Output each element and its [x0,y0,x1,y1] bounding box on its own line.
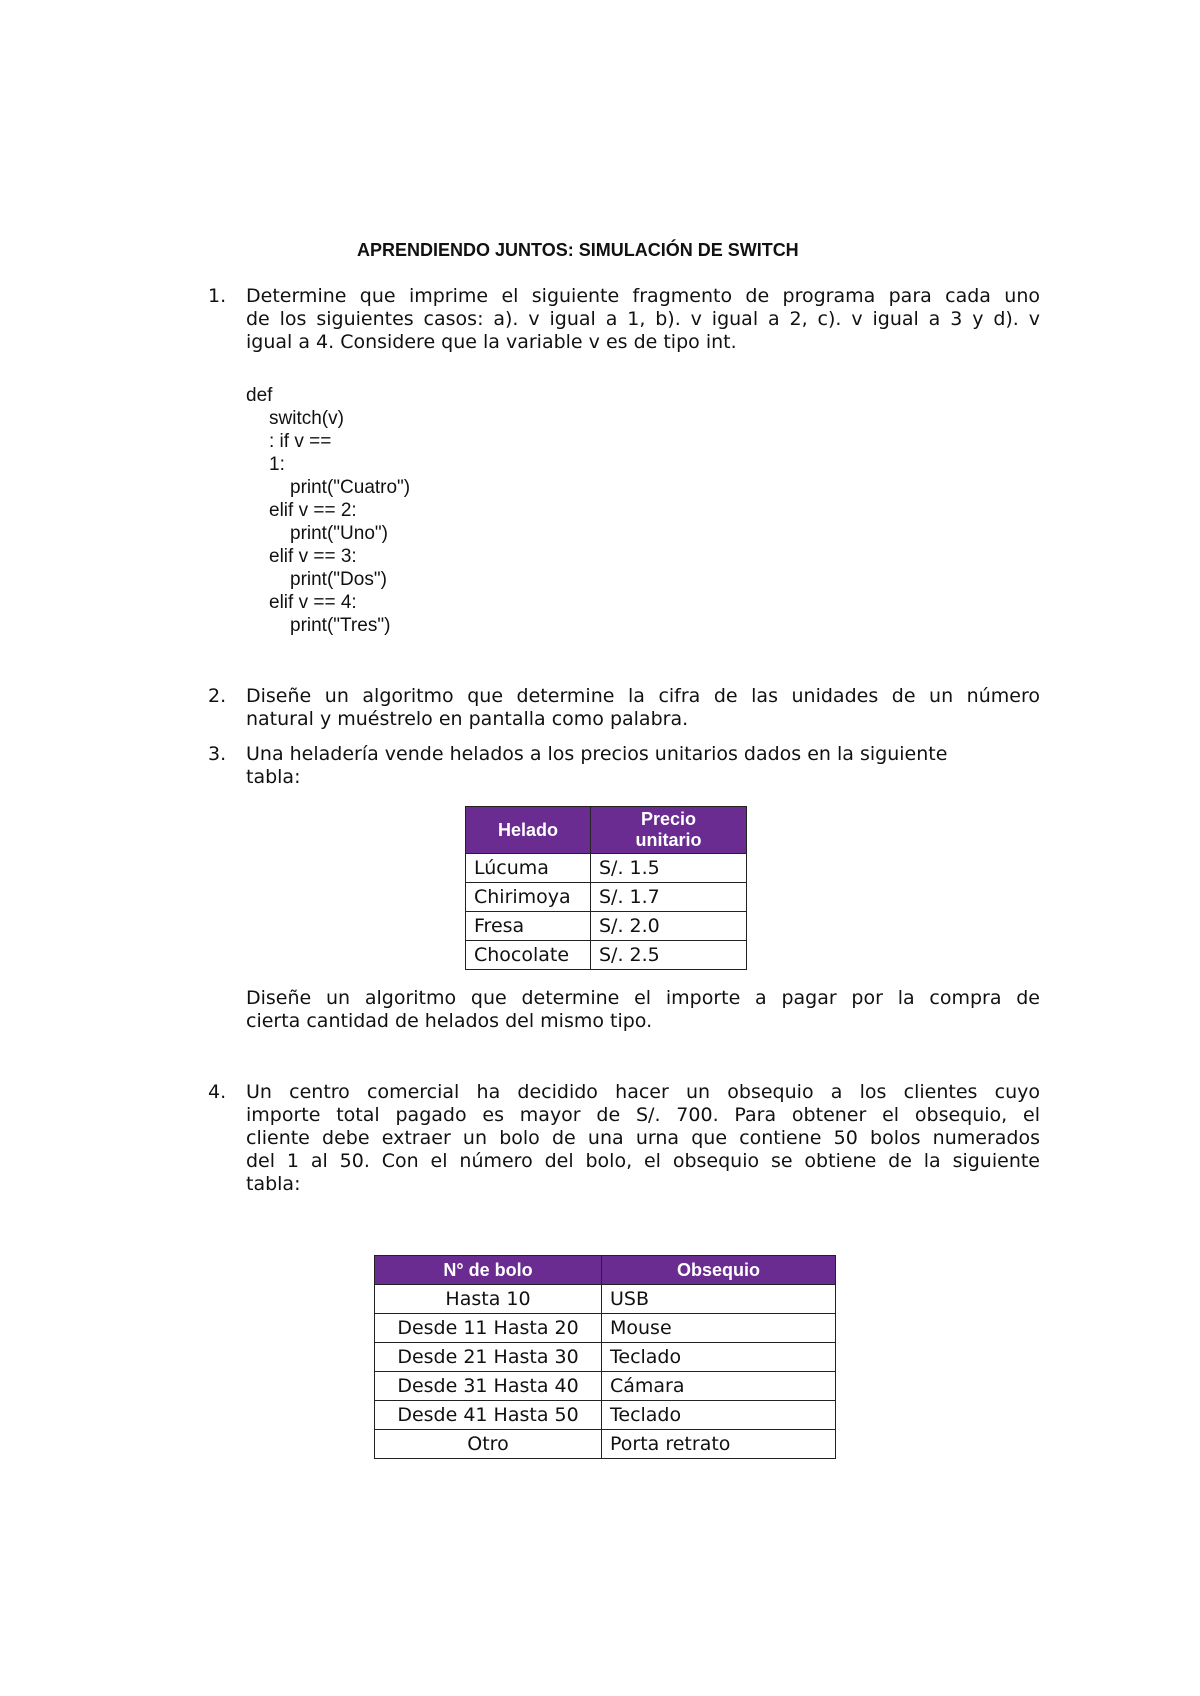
code-line: 1: [269,454,285,475]
table-cell: Desde 41 Hasta 50 [375,1401,602,1430]
code-line: : if v == [269,431,332,452]
table-row [375,1343,836,1372]
gift-table [374,1255,836,1459]
table-row [466,883,747,912]
table-row [375,1285,836,1314]
table-cell: Desde 31 Hasta 40 [375,1372,602,1401]
table-cell: S/. 1.5 [591,854,747,883]
text-line: importe total pagado es mayor de S/. 700. Para obtener el obsequio, el [246,1104,1040,1126]
header-line: unitario [635,830,702,850]
table-cell: S/. 2.0 [591,912,747,941]
question-number: 3. [208,743,227,765]
code-line: print("Dos") [290,569,387,590]
column-header: Obsequio [602,1256,836,1285]
text-line: Un centro comercial ha decidido hacer un obsequio a los clientes cuyo [246,1081,1040,1103]
text-line: tabla: [246,1173,301,1195]
table-cell: Porta retrato [602,1430,836,1459]
question-number: 2. [208,685,227,707]
table-row [466,941,747,970]
table-cell: Chocolate [466,941,591,970]
table-header-row [375,1256,836,1285]
code-line: print("Uno") [290,523,388,544]
text-line: Una heladería vende helados a los precios unitarios dados en la siguiente [246,743,948,765]
table-header-row [466,807,747,854]
table-cell: USB [602,1285,836,1314]
ice-cream-price-table [465,806,747,970]
question-3-text [246,743,1040,789]
table-cell: Desde 21 Hasta 30 [375,1343,602,1372]
code-line: print("Tres") [290,615,391,636]
text-line: natural y muéstrelo en pantalla como palabra. [246,708,689,730]
code-line: switch(v) [269,408,344,429]
table-cell: Hasta 10 [375,1285,602,1314]
table-cell: Otro [375,1430,602,1459]
table-cell: Teclado [602,1401,836,1430]
question-4-text [246,1081,1040,1196]
text-line: Diseñe un algoritmo que determine el importe a pagar por la compra de [246,987,1040,1009]
table-row [375,1314,836,1343]
code-line: elif v == 3: [269,546,357,567]
text-line: tabla: [246,766,301,788]
table-cell: Chirimoya [466,883,591,912]
table-cell: Mouse [602,1314,836,1343]
text-line: igual a 4. Considere que la variable v es de tipo int. [246,331,737,353]
table-cell: Cámara [602,1372,836,1401]
text-line: cliente debe extraer un bolo de una urna que contiene 50 bolos numerados [246,1127,1040,1149]
text-line: Diseñe un algoritmo que determine la cifra de las unidades de un número [246,685,1040,707]
question-number: 4. [208,1081,227,1103]
question-2-text [246,685,1040,731]
table-cell: Teclado [602,1343,836,1372]
table-cell: Desde 11 Hasta 20 [375,1314,602,1343]
column-header [591,807,747,854]
header-line: Precio [640,809,697,829]
table-row [466,912,747,941]
page-title: APRENDIENDO JUNTOS: SIMULACIÓN DE SWITCH [357,240,799,260]
code-line: elif v == 2: [269,500,357,521]
text-line: cierta cantidad de helados del mismo tipo. [246,1010,653,1032]
table-cell: Fresa [466,912,591,941]
text-line: de los siguientes casos: a). v igual a 1, b). v igual a 2, c). v igual a 3 y d). v [246,308,1040,330]
question-3-followup [246,987,1040,1033]
text-line: del 1 al 50. Con el número del bolo, el obsequio se obtiene de la siguiente [246,1150,1040,1172]
question-number: 1. [208,285,227,307]
code-line: elif v == 4: [269,592,357,613]
code-line: def [246,385,273,406]
text-line: Determine que imprime el siguiente fragmento de programa para cada uno [246,285,1040,307]
table-row [375,1401,836,1430]
code-line: print("Cuatro") [290,477,411,498]
column-header: Helado [466,807,591,854]
table-cell: Lúcuma [466,854,591,883]
table-row [466,854,747,883]
table-cell: S/. 1.7 [591,883,747,912]
column-header: N° de bolo [375,1256,602,1285]
table-row [375,1372,836,1401]
question-1-text [246,285,1040,354]
table-cell: S/. 2.5 [591,941,747,970]
table-row [375,1430,836,1459]
